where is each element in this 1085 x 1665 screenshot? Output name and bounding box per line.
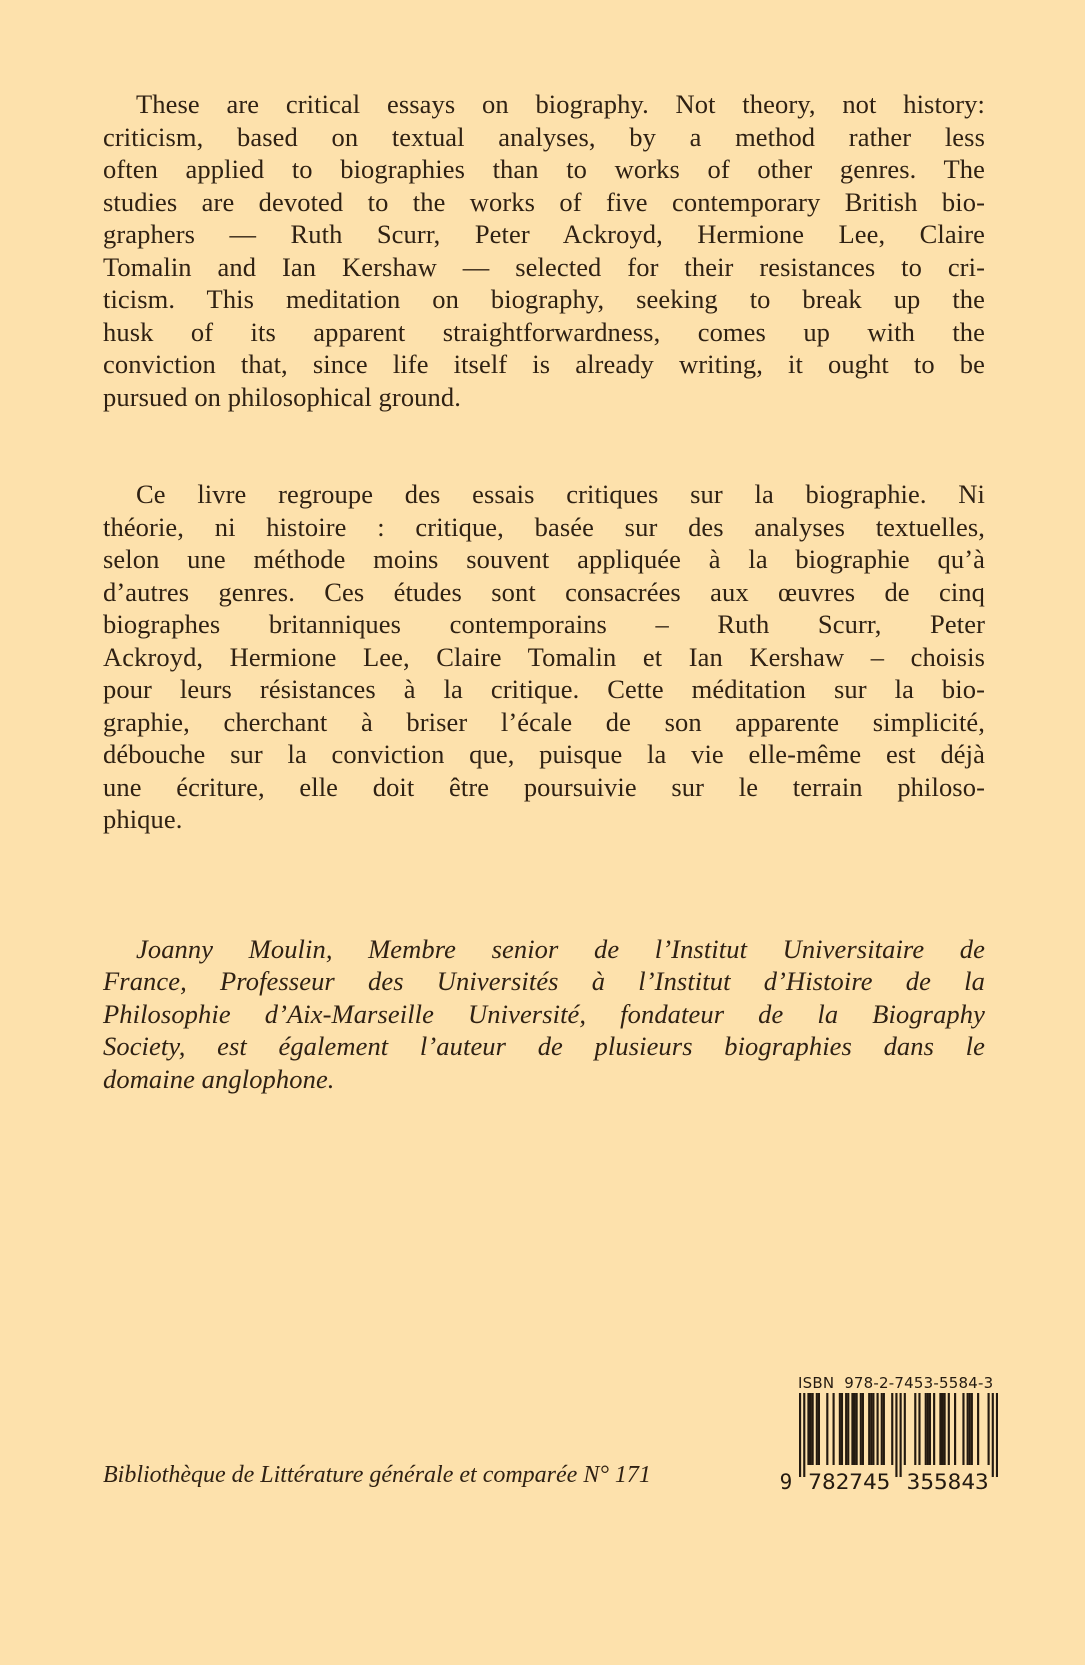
barcode-bar — [856, 1393, 858, 1465]
text-line: conviction that, since life itself is already writing, it ought to be — [103, 349, 985, 379]
barcode-bar — [826, 1393, 828, 1465]
text-line: d’autres genres. Ces études sont consacrées aux œuvres de cinq — [103, 576, 985, 607]
cover-text-block — [103, 88, 985, 1095]
barcode-bar — [895, 1393, 897, 1477]
barcode-bar — [914, 1393, 916, 1465]
barcode-bar — [944, 1393, 946, 1465]
text-line: Tomalin and Ian Kershaw — selected for their resistances to cri- — [103, 251, 985, 282]
text-line: These are critical essays on biography. Not theory, not history: — [136, 89, 985, 119]
text-line: Ce livre regroupe des essais critiques sur la biographie. Ni — [136, 479, 985, 509]
barcode-bar — [868, 1393, 870, 1465]
barcode-bar — [891, 1393, 893, 1465]
barcode-bar — [941, 1393, 943, 1465]
barcode-bar — [862, 1393, 864, 1465]
text-line: phique. — [103, 804, 183, 834]
barcode-bar — [845, 1393, 847, 1465]
barcode-bar — [841, 1393, 843, 1465]
paragraph-french-summary — [103, 478, 985, 836]
text-line: Joanny Moulin, Membre senior de l’Institut Universitaire de — [136, 933, 985, 964]
barcode-bar — [877, 1393, 879, 1465]
text-line: Ackroyd, Hermione Lee, Claire Tomalin et Ian Kershaw – choisis — [103, 641, 985, 672]
text-line: une écriture, elle doit être poursuivie sur le terrain philoso- — [103, 771, 985, 802]
isbn-number: ISBN 978-2-7453-5584-3 — [798, 1374, 994, 1392]
barcode-bar — [872, 1393, 874, 1465]
text-line: Philosophie d’Aix-Marseille Université, fondateur de la Biography — [103, 998, 985, 1029]
barcode-bar — [918, 1393, 920, 1465]
barcode-bar — [992, 1393, 994, 1477]
paragraph-english-summary — [103, 88, 985, 413]
text-line: graphie, cherchant à briser l’écale de son apparente simplicité, — [103, 706, 985, 737]
barcode-bar — [803, 1393, 805, 1477]
barcode-bar — [839, 1393, 841, 1465]
text-line: ticism. This meditation on biography, seeking to break up the — [103, 284, 985, 314]
text-line: domaine anglophone. — [103, 1063, 335, 1094]
barcode-bar — [812, 1393, 814, 1465]
text-line: théorie, ni histoire : critique, basée sur des analyses textuelles, — [103, 511, 985, 542]
barcode-bar — [881, 1393, 883, 1465]
barcode-bar — [925, 1393, 927, 1465]
barcode-bar — [967, 1393, 969, 1465]
text-line: selon une méthode moins souvent appliquée à la biographie qu’à — [103, 544, 985, 574]
barcode-bar — [971, 1393, 973, 1465]
text-line: husk of its apparent straightforwardness, comes up with the — [103, 316, 985, 347]
text-line: pursued on philosophical ground. — [103, 381, 461, 412]
barcode-bar — [799, 1393, 801, 1477]
barcode-digits-right: 355843 — [906, 1470, 989, 1492]
barcode-digit-lead: 9 — [779, 1470, 793, 1492]
barcode-bar — [816, 1393, 818, 1465]
barcode-bar — [977, 1393, 979, 1465]
barcode-bar — [954, 1393, 956, 1465]
barcode-bar — [904, 1393, 906, 1465]
barcode-bar — [883, 1393, 885, 1465]
barcode-bar — [939, 1393, 941, 1465]
barcode-bar — [969, 1393, 971, 1465]
barcode-bar — [833, 1393, 835, 1465]
barcode-bar — [818, 1393, 820, 1465]
barcode-bar — [807, 1393, 809, 1465]
paragraph-author-bio — [103, 933, 985, 1096]
barcode-bar — [847, 1393, 849, 1465]
text-line: pour leurs résistances à la critique. Cette méditation sur la bio- — [103, 674, 985, 704]
series-title: Bibliothèque de Littérature générale et comparée N° 171 — [103, 1462, 651, 1488]
barcode-bar — [948, 1393, 950, 1465]
text-line: graphers — Ruth Scurr, Peter Ackroyd, Hermione Lee, Claire — [103, 219, 985, 249]
barcode-bar — [870, 1393, 872, 1465]
barcode-bar — [851, 1393, 853, 1465]
barcode-bar — [860, 1393, 862, 1465]
ean13-barcode — [776, 1393, 998, 1492]
text-line: débouche sur la conviction que, puisque la vie elle-même est déjà — [103, 739, 985, 769]
barcode-bar — [962, 1393, 964, 1465]
barcode-bar — [929, 1393, 931, 1465]
barcode-bar — [809, 1393, 811, 1465]
barcode-bar — [900, 1393, 902, 1477]
barcode-bar — [933, 1393, 935, 1465]
barcode-bar — [988, 1393, 990, 1465]
text-line: studies are devoted to the works of five contemporary British bio- — [103, 186, 985, 217]
barcode-bar — [996, 1393, 998, 1477]
text-line: often applied to biographies than to works of other genres. The — [103, 154, 985, 184]
barcode-bar — [927, 1393, 929, 1465]
text-line: criticism, based on textual analyses, by a method rather less — [103, 121, 985, 152]
text-line: France, Professeur des Universités à l’Institut d’Histoire de la — [103, 966, 985, 996]
text-line: Society, est également l’auteur de plusieurs biographies dans le — [103, 1031, 985, 1061]
barcode-bar — [853, 1393, 855, 1465]
barcode-digits-left: 782745 — [808, 1470, 891, 1492]
text-line: biographes britanniques contemporains – Ruth Scurr, Peter — [103, 609, 985, 639]
isbn-barcode-block — [776, 1375, 998, 1492]
